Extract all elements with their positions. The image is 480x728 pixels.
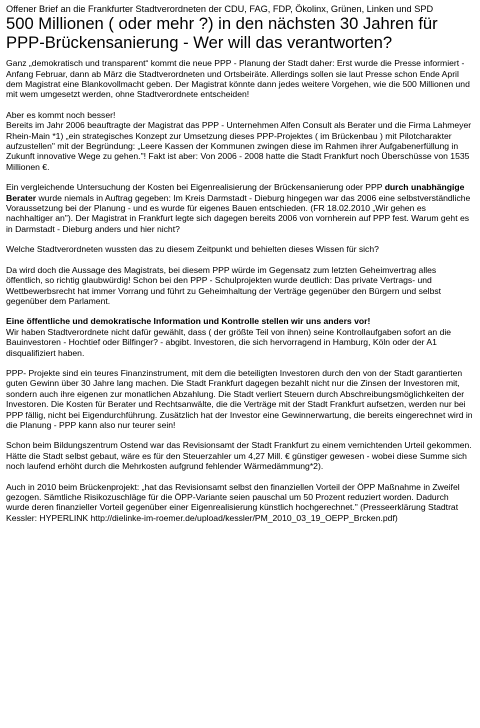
control-heading: Eine öffentliche und demokratische Information und Kontrolle stellen wir uns anders vor! [6,316,371,327]
paragraph-planning: Ganz „demokratisch und transparent“ kommt die neue PPP - Planung der Stadt daher: Erst wurde die Presse informiert - Anfang Februar, dann ab März die Stadtverordneten und Ortsbeiräte. Allerdings sollen sie laut Presse schon Ende April dem Magistrat eine Blankovollmacht geben. Der Magistrat könnte dann jedes weitere Vorgehen, wie die 500 Millionen und mit wem umgesetzt werden, ohne Stadtverordnete entscheiden! [6,58,470,100]
comparison-lead: Ein vergleichende Untersuchung der Kosten bei Eigenrealisierung der Brückensanierung oder PPP [6,182,383,193]
letter-intro: Offener Brief an die Frankfurter Stadtverordneten der CDU, FAG, FDP, Ökolinx, Grünen, Linken und SPD [6,4,434,14]
paragraph-better: Aber es kommt noch besser! [6,109,116,120]
paragraph-finance: PPP- Projekte sind ein teures Finanzinstrument, mit dem die beteiligten Investoren durch den von der Stadt garantierten guten Gewinn über 30 Jahre lang machen. Die Stadt Frankfurt dagegen bezahlt nicht nur die Zinsen der Investoren mit, sondern auch ihre eigenen zur monatlichen Abzahlung. Die Stadt verliert Steuern durch Abschreibungsmöglichkeiten der Investoren. Die Kosten für Berater und Rechtsanwälte, die die Verträge mit der Stadt Frankfurt aufsetzen, werden nur bei PPP fällig, nicht bei Eigendurchführung. Zusätzlich hat der Investor eine Gewinnerwartung, die bereits eingerechnet wird in die Planung - PPP kann also nur teurer sein! [6,367,473,430]
page-title: 500 Millionen ( oder mehr ?) in den nächsten 30 Jahren für PPP-Brückensanierung - Wer will das verantworten? [6,14,438,52]
paragraph-ostend: Schon beim Bildungszentrum Ostend war das Revisionsamt der Stadt Frankfurt zu einem vernichtenden Urteil gekommen. Hätte die Stadt selbst gebaut, wäre es für den Steuerzahler um 4,27 Mill. € günstiger gewesen - wobei diese Summe sich noch laufend erhöht durch die Mehrkosten aufgrund fehlender Wärmedämmung*2). [6,440,472,472]
paragraph-secrecy: Da wird doch die Aussage des Magistrats, bei diesem PPP würde im Gegensatz zum letzten Geheimvertrag alles öffentlich, so richtig glaubwürdig! Schon bei den PPP - Schulprojekten wurde deutlich: Das private Vertrags- und Wettbewerbsrecht hat immer Vorrang und führt zu Geheimhaltung der Verträge gegenüber den Bürgern und selbst gegenüber dem Parlament. [6,264,442,306]
control-text: Wir haben Stadtverordnete nicht dafür gewählt, dass ( der größte Teil von ihnen) seine Kontrollaufgaben sofort an die Bauinvestoren - Hochtief oder Bilfinger? - abgibt. Investoren, die sich hervorragend in Hamburg, Köln oder der A1 disqualifiziert haben. [6,326,452,358]
comparison-bold: durch unabhängige Berater [6,182,465,203]
paragraph-2010: Auch in 2010 beim Brückenprojekt: „hat das Revisionsamt selbst den finanziellen Vorteil der ÖPP Maßnahme in Zweifel gezogen. Sämtliche Risikozuschläge für die ÖPP-Variante seien pauschal um 50 Prozent reduziert worden. Dadurch wurde deren finanzieller Vorteil gegenüber einer Eigenrealisierung künstlich hochgerechnet." (Presseerklärung Stadtrat Kessler: HYPERLINK http://dielinke-im-roemer.de/upload/kessler/PM_2010_03_19_OEPP_Brcken.pdf) [6,481,460,523]
paragraph-control [6,316,474,358]
paragraph-comparison [6,182,474,234]
paragraph-question: Welche Stadtverordneten wussten das zu diesem Zeitpunkt und behielten dieses Wissen für sich? [6,244,379,255]
comparison-rest: wurde niemals in Auftrag gegeben: Im Kreis Darmstadt - Dieburg hingegen war das 2006 eine selbstverständliche Voraussetzung bei der Planung - und es wurde für eigenes Bauen entschieden. (FR 18.02.2010 „Wir gehen es nachhaltiger an"). Der Magistrat in Frankfurt legte sich dagegen bereits 2006 von vornherein auf PPP fest. Warum geht es in Darmstadt - Dieburg anders und hier nicht? [6,192,471,234]
paragraph-2006: Bereits im Jahr 2006 beauftragte der Magistrat das PPP - Unternehmen Alfen Consult als Berater und die Firma Lahmeyer Rhein-Main *1) „ein strategisches Konzept zur Umsetzung dieses PPP-Projektes ( im Brückenbau ) mit Pilotcharakter aufzustellen" mit der Begründung: „Leere Kassen der Kommunen zwingen diese im Rahmen ihrer Aufgabenerfüllung in Zukunft innovative Wege zu gehen."! Fakt ist aber: Von 2006 - 2008 hatte die Stadt Frankfurt noch Überschüsse von 1535 Millionen €. [6,120,472,172]
